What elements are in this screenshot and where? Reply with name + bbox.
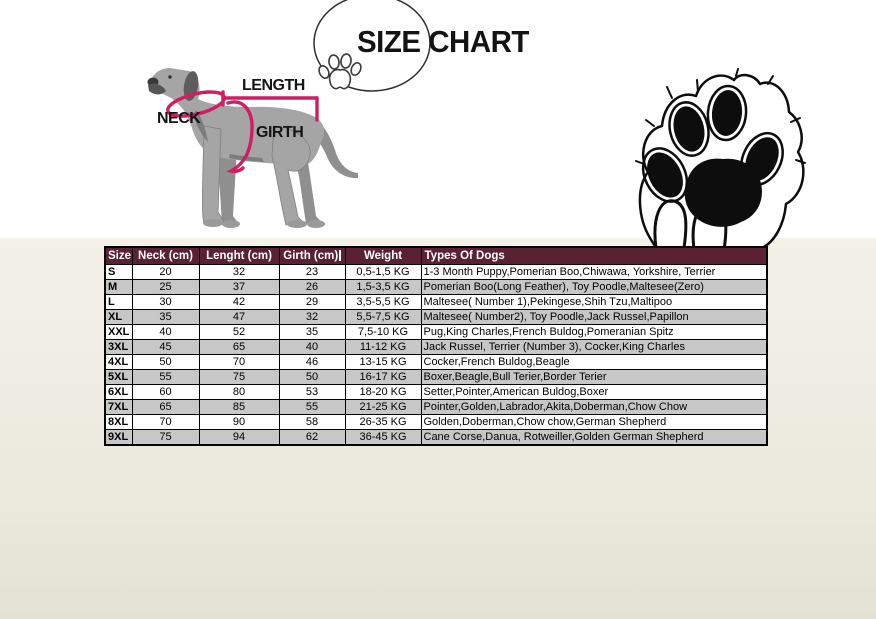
table-cell: 5,5-7,5 KG bbox=[345, 310, 421, 325]
header-size bbox=[105, 247, 132, 265]
table-cell: 32 bbox=[199, 265, 279, 280]
table-cell: 46 bbox=[279, 355, 345, 370]
table-cell: 23 bbox=[279, 265, 345, 280]
table-row bbox=[105, 280, 767, 295]
header-types-label: Types Of Dogs bbox=[424, 250, 505, 262]
table-cell: S bbox=[105, 265, 132, 280]
table-cell: 3XL bbox=[105, 340, 132, 355]
table-cell: 65 bbox=[199, 340, 279, 355]
table-cell: 55 bbox=[279, 400, 345, 415]
text-cursor bbox=[339, 250, 341, 261]
table-cell: 25 bbox=[132, 280, 199, 295]
paw-print-illustration bbox=[628, 68, 818, 253]
table-row bbox=[105, 415, 767, 430]
table-cell: 40 bbox=[132, 325, 199, 340]
table-row bbox=[105, 355, 767, 370]
table-cell: 5XL bbox=[105, 370, 132, 385]
table-cell: 20 bbox=[132, 265, 199, 280]
table-row bbox=[105, 295, 767, 310]
dog-measurement-illustration bbox=[130, 58, 380, 245]
table-cell: 4XL bbox=[105, 355, 132, 370]
table-cell: 58 bbox=[279, 415, 345, 430]
size-chart-table bbox=[104, 246, 768, 446]
table-row bbox=[105, 265, 767, 280]
table-cell: 53 bbox=[279, 385, 345, 400]
page-title: SIZE CHART bbox=[357, 24, 529, 59]
table-cell: 70 bbox=[132, 415, 199, 430]
length-label: LENGTH bbox=[242, 77, 305, 94]
table-cell: 9XL bbox=[105, 430, 132, 446]
table-cell: 62 bbox=[279, 430, 345, 446]
table-cell: 45 bbox=[132, 340, 199, 355]
table-cell: 26-35 KG bbox=[345, 415, 421, 430]
header-neck-label: Neck (cm) bbox=[138, 250, 193, 262]
central-pad bbox=[685, 159, 762, 227]
table-cell: Cocker,French Buldog,Beagle bbox=[421, 355, 767, 370]
table-cell: 16-17 KG bbox=[345, 370, 421, 385]
table-header-row bbox=[105, 247, 767, 265]
header-types bbox=[421, 247, 767, 265]
table-cell: 65 bbox=[132, 400, 199, 415]
table-cell: 60 bbox=[132, 385, 199, 400]
table-cell: L bbox=[105, 295, 132, 310]
header-weight-label: Weight bbox=[363, 250, 403, 262]
table-cell: 35 bbox=[132, 310, 199, 325]
header-weight bbox=[345, 247, 421, 265]
table-cell: 26 bbox=[279, 280, 345, 295]
table-cell: Cane Corse,Danua, Rotweiller,Golden German Shepherd bbox=[421, 430, 767, 446]
table-cell: 30 bbox=[132, 295, 199, 310]
table-cell: 36-45 KG bbox=[345, 430, 421, 446]
table-row bbox=[105, 310, 767, 325]
table-cell: Maltesee( Number 1),Pekingese,Shih Tzu,Maltipoo bbox=[421, 295, 767, 310]
table-cell: 52 bbox=[199, 325, 279, 340]
table-cell: 55 bbox=[132, 370, 199, 385]
header-length-label: Lenght (cm) bbox=[206, 250, 272, 262]
girth-label: GIRTH bbox=[256, 124, 304, 141]
table-cell: 42 bbox=[199, 295, 279, 310]
table-row bbox=[105, 400, 767, 415]
table-cell: 40 bbox=[279, 340, 345, 355]
table-cell: Setter,Pointer,American Buldog,Boxer bbox=[421, 385, 767, 400]
table-cell: 47 bbox=[199, 310, 279, 325]
table-cell: 50 bbox=[132, 355, 199, 370]
table-cell: 50 bbox=[279, 370, 345, 385]
table-cell: 1,5-3,5 KG bbox=[345, 280, 421, 295]
table-cell: Maltesee( Number2), Toy Poodle,Jack Russel,Papillon bbox=[421, 310, 767, 325]
table-cell: 94 bbox=[199, 430, 279, 446]
table-cell: 85 bbox=[199, 400, 279, 415]
table-row bbox=[105, 370, 767, 385]
table-cell: XL bbox=[105, 310, 132, 325]
table-cell: 75 bbox=[132, 430, 199, 446]
table-cell: 37 bbox=[199, 280, 279, 295]
table-cell: M bbox=[105, 280, 132, 295]
table-cell: 29 bbox=[279, 295, 345, 310]
table-row bbox=[105, 325, 767, 340]
table-cell: 70 bbox=[199, 355, 279, 370]
table-row bbox=[105, 385, 767, 400]
table-cell: XXL bbox=[105, 325, 132, 340]
neck-label: NECK bbox=[157, 110, 201, 127]
table-row bbox=[105, 340, 767, 355]
header-neck bbox=[132, 247, 199, 265]
table-cell: Golden,Doberman,Chow chow,German Shepherd bbox=[421, 415, 767, 430]
table-cell: 18-20 KG bbox=[345, 385, 421, 400]
table-cell: 32 bbox=[279, 310, 345, 325]
table-cell: 1-3 Month Puppy,Pomerian Boo,Chiwawa, Yorkshire, Terrier bbox=[421, 265, 767, 280]
table-cell: 35 bbox=[279, 325, 345, 340]
table-cell: Pointer,Golden,Labrador,Akita,Doberman,Chow Chow bbox=[421, 400, 767, 415]
table-cell: Boxer,Beagle,Bull Terier,Border Terier bbox=[421, 370, 767, 385]
table-cell: 0,5-1,5 KG bbox=[345, 265, 421, 280]
header-size-label: Size bbox=[108, 250, 132, 262]
table-cell: 21-25 KG bbox=[345, 400, 421, 415]
table-cell: 80 bbox=[199, 385, 279, 400]
table-cell: 7XL bbox=[105, 400, 132, 415]
header-girth-label: Girth (cm) bbox=[283, 250, 339, 262]
table-cell: Pug,King Charles,French Buldog,Pomeranian Spitz bbox=[421, 325, 767, 340]
table-cell: 8XL bbox=[105, 415, 132, 430]
table-cell: Jack Russel, Terrier (Number 3), Cocker,King Charles bbox=[421, 340, 767, 355]
header-length bbox=[199, 247, 279, 265]
table-cell: 7,5-10 KG bbox=[345, 325, 421, 340]
table-cell: 11-12 KG bbox=[345, 340, 421, 355]
table-cell: 3,5-5,5 KG bbox=[345, 295, 421, 310]
size-table-body bbox=[105, 265, 767, 446]
table-row bbox=[105, 430, 767, 446]
table-cell: 75 bbox=[199, 370, 279, 385]
table-cell: 13-15 KG bbox=[345, 355, 421, 370]
table-cell: 90 bbox=[199, 415, 279, 430]
table-cell: Pomerian Boo(Long Feather), Toy Poodle,Maltesee(Zero) bbox=[421, 280, 767, 295]
dog-eye bbox=[168, 75, 171, 78]
header-girth bbox=[279, 247, 345, 265]
table-cell: 6XL bbox=[105, 385, 132, 400]
